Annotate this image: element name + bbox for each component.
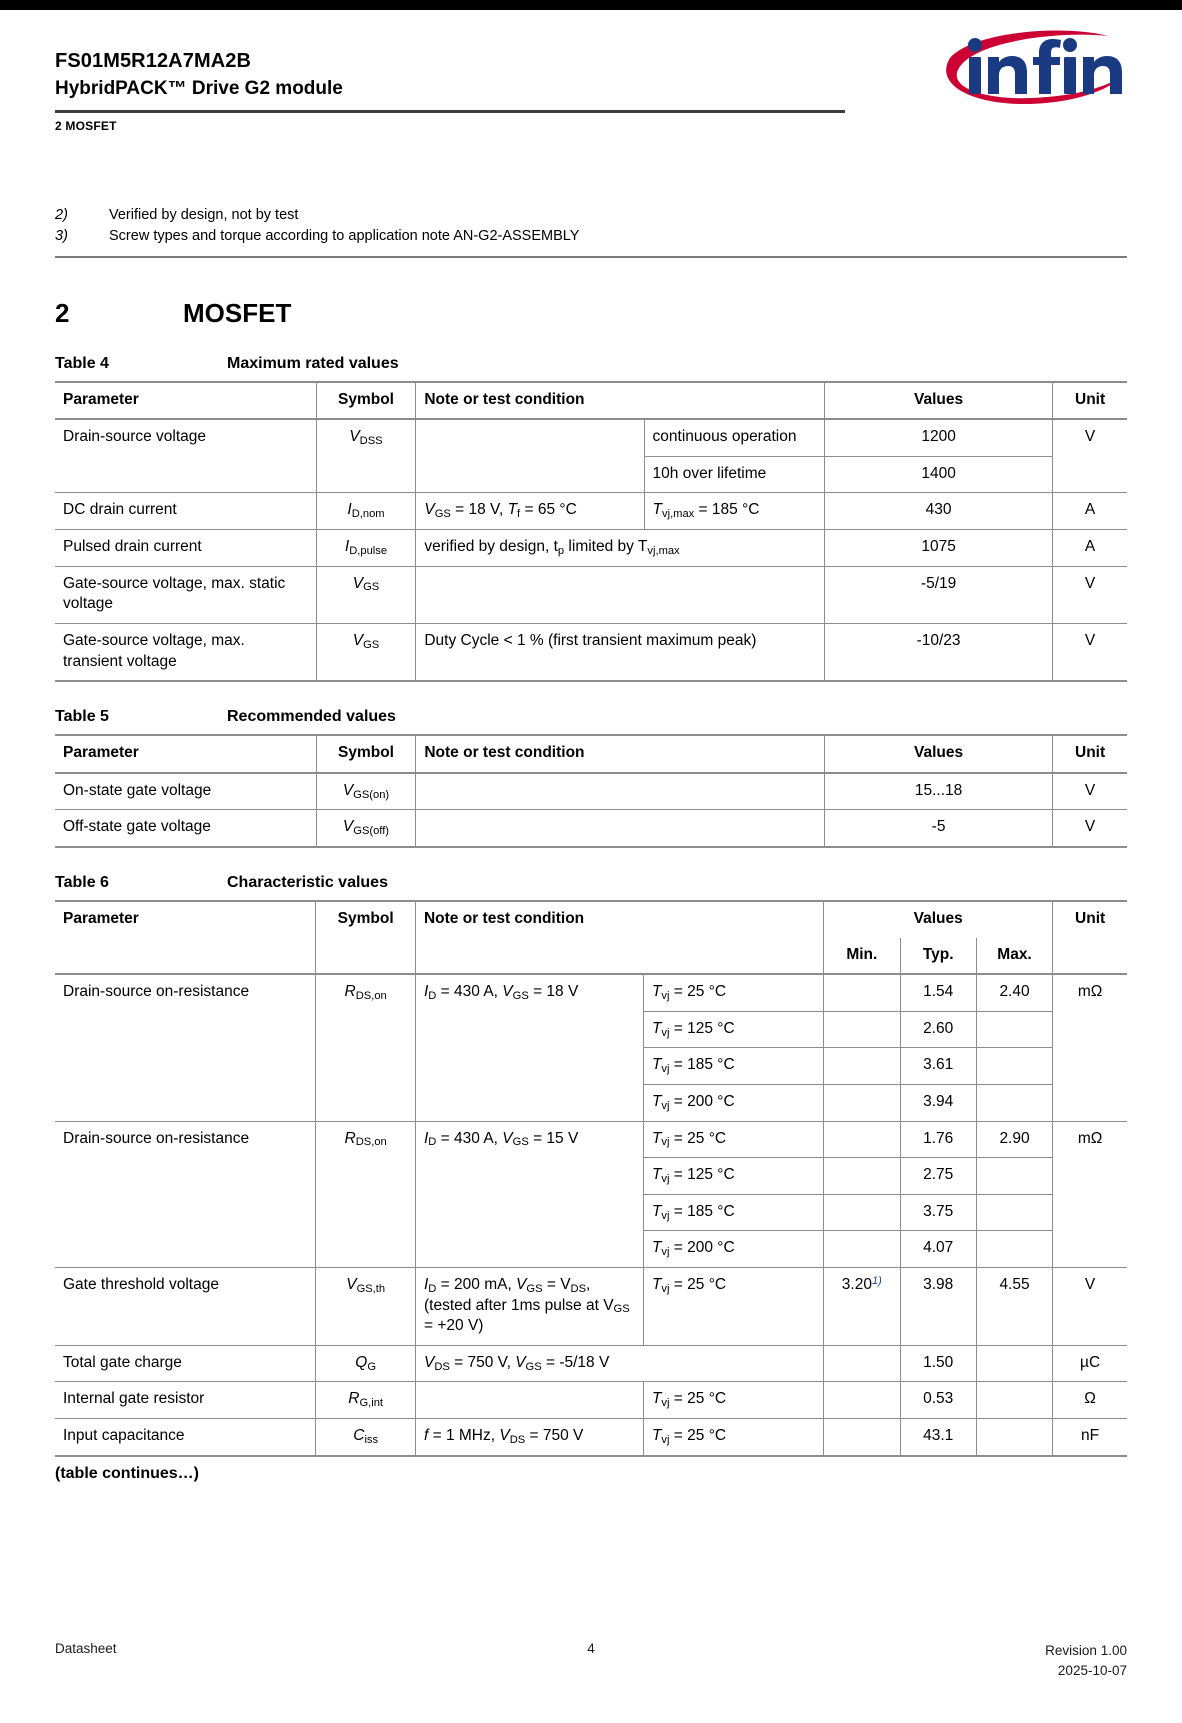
table4-value-430: 430 — [824, 493, 1052, 530]
footnote-marker: 1) — [871, 1275, 882, 1288]
table-row — [55, 974, 1127, 1011]
table-characteristic-values — [55, 900, 1127, 1457]
table6-symbol-qg: $Q_G$ — [316, 1345, 416, 1382]
table-maximum-rated-values — [55, 381, 1127, 682]
table5-header-row — [55, 735, 1127, 773]
table6-param-rdson-18: Drain-source on-resistance — [55, 974, 316, 1121]
table6-max — [976, 1382, 1052, 1419]
table6-typ: 2.75 — [900, 1158, 976, 1195]
table6-min — [824, 1085, 900, 1122]
footnote-item — [55, 226, 1127, 248]
table6-header-note: Note or test condition — [415, 901, 823, 974]
table5-unit-on: V — [1053, 773, 1127, 810]
table-row — [55, 1382, 1127, 1419]
footnotes-block — [55, 205, 1127, 258]
table6-unit-rdson-15: mΩ — [1053, 1121, 1127, 1267]
footnote-number: 3) — [55, 228, 68, 245]
table6-title: Characteristic values — [227, 873, 388, 891]
table4-header-note: Note or test condition — [416, 382, 825, 420]
table5-unit-off: V — [1053, 810, 1127, 847]
table6-min — [824, 1382, 900, 1419]
table6-max — [976, 1345, 1052, 1382]
table6-max: 2.40 — [976, 974, 1052, 1011]
table4-symbol-vdss: $V_{DSS}$ — [316, 419, 416, 493]
table6-max — [976, 1048, 1052, 1085]
table4-header-row — [55, 382, 1127, 420]
table4-value-10-23: -10/23 — [824, 623, 1052, 681]
footer-line — [55, 1641, 1127, 1682]
table6-note-rdson-15: $I_D = 430$ A, $V_{GS} = 15$ V — [415, 1121, 643, 1267]
table4-note-pulsed: verified by design, $t_p$ limited by $T_{vj,max}$ — [416, 530, 825, 567]
table6-typ: 4.07 — [900, 1231, 976, 1268]
table-row — [55, 1121, 1127, 1158]
table6-param-ciss: Input capacitance — [55, 1419, 316, 1456]
table6-param-rgint: Internal gate resistor — [55, 1382, 316, 1419]
table4-label: Table 4 — [55, 354, 109, 372]
table4-unit-v: V — [1053, 419, 1127, 493]
table6-header-max: Max. — [976, 938, 1052, 975]
table6-max: 2.90 — [976, 1121, 1052, 1158]
table6-param-vgsth: Gate threshold voltage — [55, 1268, 316, 1346]
table4-unit-a: A — [1053, 493, 1127, 530]
table6-note-ciss: f = 1 MHz, $V_{DS} = 750$ V — [415, 1419, 643, 1456]
table6-note-rdson-18: $I_D = 430$ A, $V_{GS} = 18$ V — [415, 974, 643, 1121]
table4-param-dc-drain-current: DC drain current — [55, 493, 316, 530]
table4-header-parameter: Parameter — [55, 382, 316, 420]
table5-symbol-vgs-on: $V_{GS(on)}$ — [316, 773, 416, 810]
table5-caption — [55, 708, 1127, 726]
header-divider — [55, 110, 845, 113]
table4-condition-continuous: continuous operation — [644, 419, 824, 456]
table6-condition-temp: $T_{vj} = 25$ °C — [643, 1382, 823, 1419]
table6-condition-temp: $T_{vj} = 200$ °C — [643, 1231, 823, 1268]
table5-value-off: -5 — [824, 810, 1052, 847]
table6-header-min: Min. — [824, 938, 900, 975]
table-row — [55, 419, 1127, 456]
table6-typ: 0.53 — [900, 1382, 976, 1419]
table4-param-vgs-transient: Gate-source voltage, max. transient voltage — [55, 623, 316, 681]
table4-unit-v3: V — [1053, 623, 1127, 681]
table4-title: Maximum rated values — [227, 354, 399, 372]
table6-header-values: Values — [824, 901, 1053, 938]
table6-condition-temp: $T_{vj} = 185$ °C — [643, 1048, 823, 1085]
table6-typ: 3.61 — [900, 1048, 976, 1085]
table6-min — [824, 1158, 900, 1195]
table6-min: 3.20$^{1)}$ — [824, 1268, 900, 1346]
table6-symbol-rgint: $R_{G,int}$ — [316, 1382, 416, 1419]
table4-param-vgs-static: Gate-source voltage, max. static voltage — [55, 566, 316, 623]
table5-param-off-state: Off-state gate voltage — [55, 810, 316, 847]
table6-min — [824, 974, 900, 1011]
table6-min — [824, 1194, 900, 1231]
table6-header-parameter: Parameter — [55, 901, 316, 974]
table-row — [55, 1268, 1127, 1346]
table-row — [55, 1345, 1127, 1382]
table6-caption — [55, 874, 1127, 892]
table6-condition-temp: $T_{vj} = 25$ °C — [643, 1121, 823, 1158]
table5-symbol-vgs-off: $V_{GS(off)}$ — [316, 810, 416, 847]
table4-condition-lifetime: 10h over lifetime — [644, 456, 824, 493]
table6-symbol-rdson-15: $R_{DS,on}$ — [316, 1121, 416, 1267]
table6-max — [976, 1011, 1052, 1048]
table6-typ: 1.54 — [900, 974, 976, 1011]
table4-value-1400: 1400 — [824, 456, 1052, 493]
footer-doc-type: Datasheet — [55, 1640, 117, 1656]
table4-symbol-vgs-transient: $V_{GS}$ — [316, 623, 416, 681]
table6-min — [824, 1345, 900, 1382]
footer-revision: Revision 1.00 — [1045, 1642, 1127, 1658]
section-heading — [55, 298, 1127, 329]
section-title: MOSFET — [183, 297, 292, 328]
table6-max: 4.55 — [976, 1268, 1052, 1346]
table6-condition-temp: $T_{vj} = 25$ °C — [643, 1268, 823, 1346]
table6-min — [824, 1121, 900, 1158]
table4-note-duty-cycle: Duty Cycle < 1 % (first transient maximum peak) — [416, 623, 825, 681]
table6-unit-ciss: nF — [1053, 1419, 1127, 1456]
table6-unit-vgsth: V — [1053, 1268, 1127, 1346]
table6-unit-rgint: Ω — [1053, 1382, 1127, 1419]
table6-typ: 1.76 — [900, 1121, 976, 1158]
table5-header-values: Values — [824, 735, 1052, 773]
table6-condition-temp: $T_{vj} = 25$ °C — [643, 974, 823, 1011]
footnote-item — [55, 205, 1127, 227]
table6-unit-qg: µC — [1053, 1345, 1127, 1382]
footnote-text: Verified by design, not by test — [109, 206, 299, 223]
document-header — [55, 10, 1127, 133]
table6-typ: 3.98 — [900, 1268, 976, 1346]
table4-unit-a2: A — [1053, 530, 1127, 567]
table-row — [55, 810, 1127, 847]
table6-max — [976, 1419, 1052, 1456]
table4-note-dc-drain: $V_{GS} = 18$ V, $T_f = 65$ °C — [416, 493, 644, 530]
table6-header-symbol: Symbol — [316, 901, 416, 974]
table4-condition-tvjmax: $T_{vj,max} = 185$ °C — [644, 493, 824, 530]
table-continues-note: (table continues…) — [55, 1464, 200, 1482]
table4-symbol-id-nom: $I_{D,nom}$ — [316, 493, 416, 530]
table6-condition-temp: $T_{vj} = 185$ °C — [643, 1194, 823, 1231]
page-footer — [55, 1641, 1127, 1682]
table6-typ: 3.75 — [900, 1194, 976, 1231]
table6-header-typ: Typ. — [900, 938, 976, 975]
table6-condition-temp: $T_{vj} = 25$ °C — [643, 1419, 823, 1456]
table6-note-qg: $V_{DS} = 750$ V, $V_{GS} = -5/18$ V — [415, 1345, 823, 1382]
table6-header-row — [55, 901, 1127, 938]
table4-param-drain-source-voltage: Drain-source voltage — [55, 419, 316, 493]
footnotes-divider — [55, 256, 1127, 258]
table4-value-5-19: -5/19 — [824, 566, 1052, 623]
table6-param-rdson-15: Drain-source on-resistance — [55, 1121, 316, 1267]
table5-header-note: Note or test condition — [416, 735, 825, 773]
table4-header-values: Values — [824, 382, 1052, 420]
table4-unit-v2: V — [1053, 566, 1127, 623]
table6-param-qg: Total gate charge — [55, 1345, 316, 1382]
table6-condition-temp: $T_{vj} = 125$ °C — [643, 1011, 823, 1048]
table5-title: Recommended values — [227, 708, 396, 726]
table5-param-on-state: On-state gate voltage — [55, 773, 316, 810]
table6-note-vgsth: $I_D = 200$ mA, $V_{GS} = V_{DS}$, (tested after 1ms pulse at $V_{GS} = +20$ V) — [415, 1268, 643, 1346]
table-row — [55, 566, 1127, 623]
footnote-number: 2) — [55, 206, 68, 223]
product-family: HybridPACK™ Drive G2 module — [55, 78, 343, 99]
table4-symbol-vgs-static: $V_{GS}$ — [316, 566, 416, 623]
table6-symbol-rdson-18: $R_{DS,on}$ — [316, 974, 416, 1121]
table6-max — [976, 1158, 1052, 1195]
table5-header-symbol: Symbol — [316, 735, 416, 773]
infineon-logo — [912, 28, 1127, 106]
table4-header-unit: Unit — [1053, 382, 1127, 420]
table4-note-vgs-static — [416, 566, 825, 623]
table6-symbol-ciss: $C_{iss}$ — [316, 1419, 416, 1456]
table4-symbol-id-pulse: $I_{D,pulse}$ — [316, 530, 416, 567]
table6-min — [824, 1011, 900, 1048]
table6-header-unit: Unit — [1053, 901, 1127, 974]
table-recommended-values — [55, 734, 1127, 848]
table4-value-1200: 1200 — [824, 419, 1052, 456]
product-code: FS01M5R12A7MA2B — [55, 50, 252, 72]
table4-note-blank — [416, 419, 644, 493]
table4-header-symbol: Symbol — [316, 382, 416, 420]
table5-note-on — [416, 773, 825, 810]
table5-header-parameter: Parameter — [55, 735, 316, 773]
table6-max — [976, 1231, 1052, 1268]
table6-max — [976, 1194, 1052, 1231]
table6-condition-temp: $T_{vj} = 200$ °C — [643, 1085, 823, 1122]
table4-caption — [55, 355, 1127, 373]
footer-page-number: 4 — [587, 1640, 595, 1656]
table6-condition-temp: $T_{vj} = 125$ °C — [643, 1158, 823, 1195]
table5-value-on: 15...18 — [824, 773, 1052, 810]
table6-label: Table 6 — [55, 873, 109, 891]
table6-max — [976, 1085, 1052, 1122]
footer-date: 2025-10-07 — [1057, 1662, 1127, 1678]
table6-min — [824, 1048, 900, 1085]
table-row — [55, 530, 1127, 567]
table-row — [55, 773, 1127, 810]
page-content — [0, 10, 1182, 1483]
table6-typ: 2.60 — [900, 1011, 976, 1048]
table-row — [55, 1419, 1127, 1456]
footnote-text: Screw types and torque according to application note AN-G2-ASSEMBLY — [109, 228, 580, 245]
table6-symbol-vgsth: $V_{GS,th}$ — [316, 1268, 416, 1346]
header-chapter-label: 2 MOSFET — [55, 118, 117, 133]
table-row — [55, 623, 1127, 681]
table5-label: Table 5 — [55, 708, 109, 726]
table6-unit-rdson-18: mΩ — [1053, 974, 1127, 1121]
table6-typ: 3.94 — [900, 1085, 976, 1122]
table6-typ: 43.1 — [900, 1419, 976, 1456]
table6-note-rgint — [415, 1382, 643, 1419]
table6-min — [824, 1231, 900, 1268]
section-number: 2 — [55, 297, 70, 328]
page-top-bar — [0, 0, 1182, 10]
table4-value-1075: 1075 — [824, 530, 1052, 567]
table5-note-off — [416, 810, 825, 847]
table6-typ: 1.50 — [900, 1345, 976, 1382]
infineon-logo-svg — [912, 28, 1127, 106]
table5-header-unit: Unit — [1053, 735, 1127, 773]
footer-revision-block — [770, 1641, 1127, 1682]
table6-min — [824, 1419, 900, 1456]
table4-param-pulsed-drain-current: Pulsed drain current — [55, 530, 316, 567]
table-row — [55, 493, 1127, 530]
